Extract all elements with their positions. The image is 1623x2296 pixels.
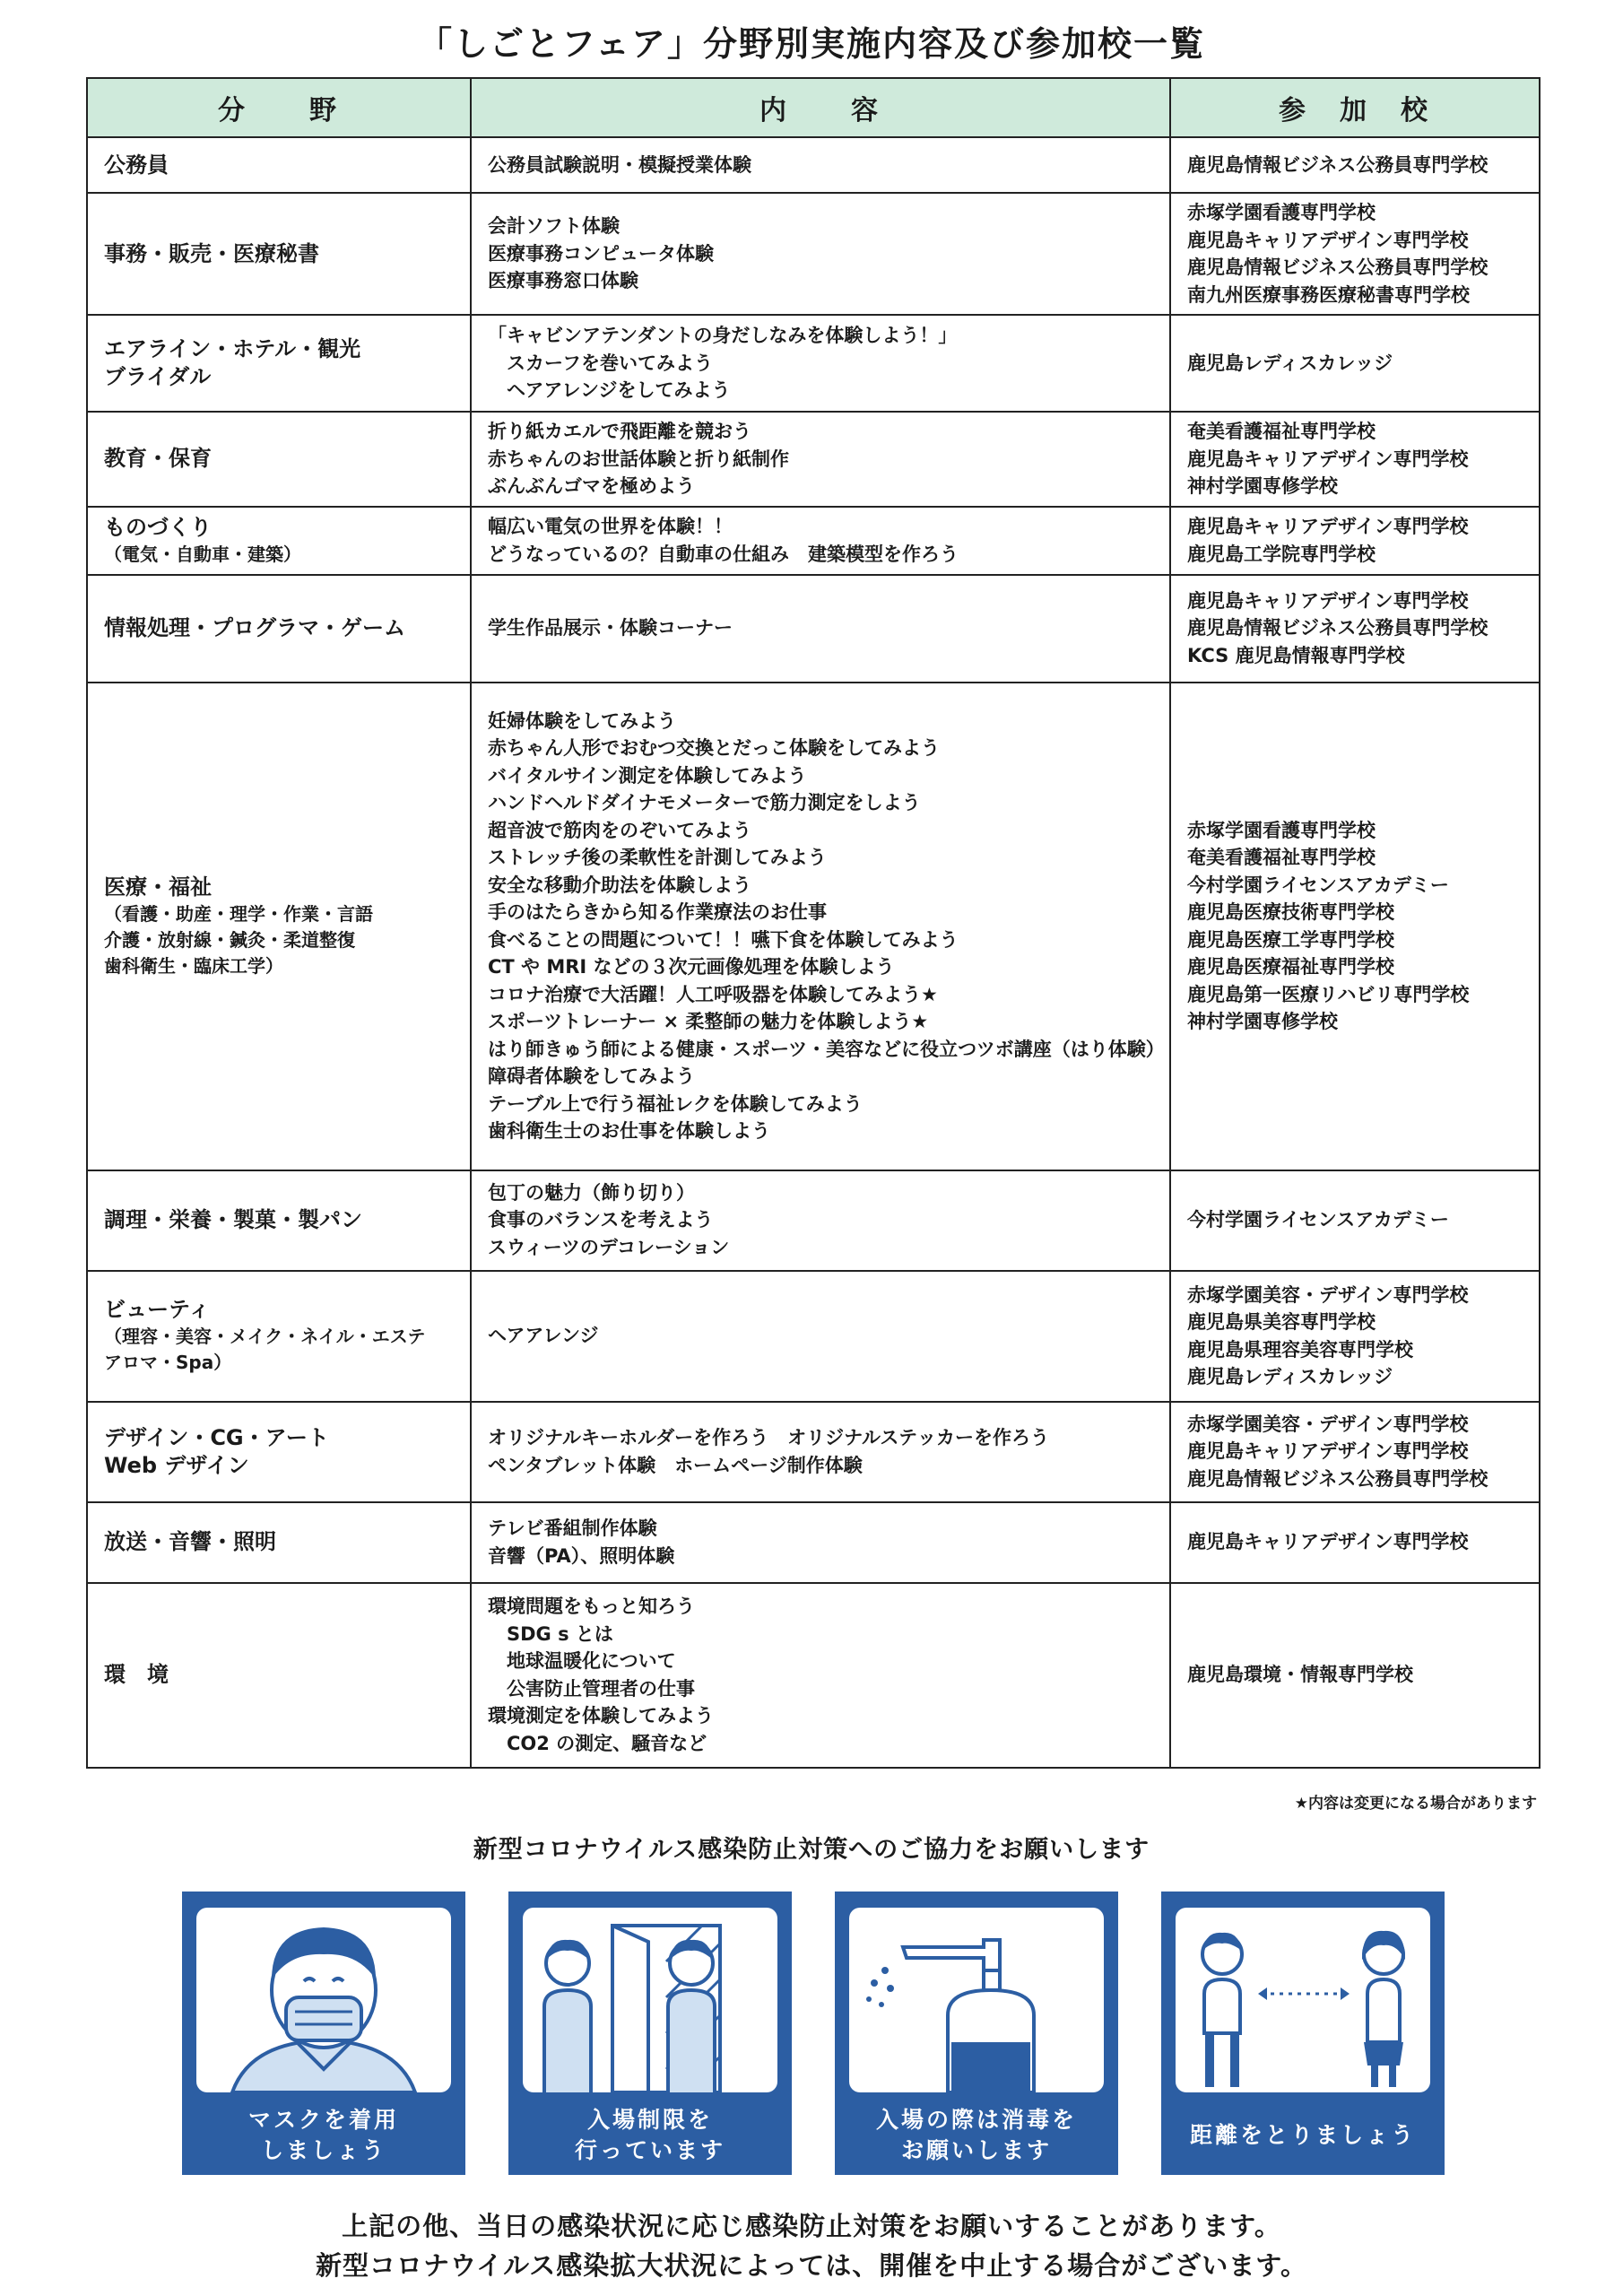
field-sublabel: （看護・助産・理学・作業・言語: [104, 902, 373, 925]
table-header-row: [87, 78, 1540, 137]
content-item: 公務員試験説明・模擬授業体験: [488, 153, 751, 176]
school-name: 赤塚学園看護専門学校: [1187, 202, 1376, 223]
content-item: どうなっているの？自動車の仕組み 建築模型を作ろう: [488, 543, 959, 565]
field-label: 情報処理・プログラマ・ゲーム: [104, 615, 405, 640]
program-table: [86, 77, 1541, 1769]
table-row: [87, 1583, 1540, 1768]
content-item: 歯科衛生士のお仕事を体験しよう: [488, 1120, 770, 1142]
field-cell: [87, 1170, 471, 1271]
schools-cell: [1170, 137, 1540, 193]
school-name: 鹿児島キャリアデザイン専門学校: [1187, 589, 1469, 612]
school-name: 鹿児島キャリアデザイン専門学校: [1187, 1440, 1469, 1463]
field-cell: [87, 1402, 471, 1502]
caption-line: マスクを着用: [247, 2107, 399, 2133]
content-item: スポーツトレーナー × 柔整師の魅力を体験しよう★: [488, 1011, 929, 1032]
school-name: 鹿児島レディスカレッジ: [1187, 1366, 1393, 1387]
school-name: 鹿児島県理容美容専門学校: [1187, 1338, 1413, 1361]
field-label: ビューティ: [104, 1297, 211, 1322]
content-item: 音響（PA）、照明体験: [488, 1544, 675, 1567]
caption-line: お願いします: [900, 2137, 1052, 2163]
field-cell: [87, 412, 471, 507]
content-item: ヘアアレンジ: [488, 1325, 599, 1347]
content-item: 「キャビンアテンダントの身だしなみを体験しよう！」: [488, 325, 958, 347]
field-cell: [87, 315, 471, 412]
field-cell: [87, 137, 471, 193]
field-label: 医療・福祉: [104, 874, 212, 900]
field-sublabel: （理容・美容・メイク・ネイル・エステ: [104, 1326, 426, 1347]
table-row: [87, 575, 1540, 683]
sanitizer-icon: [849, 1908, 1104, 2092]
field-label: 放送・音響・照明: [104, 1529, 276, 1554]
school-name: 鹿児島情報ビジネス公務員専門学校: [1187, 153, 1488, 176]
schools-cell: [1170, 315, 1540, 412]
field-label: ものづくり: [104, 514, 212, 540]
table-row: [87, 315, 1540, 412]
field-cell: [87, 507, 471, 575]
content-item: ペンタブレット体験 ホームページ制作体験: [488, 1454, 863, 1476]
header-schools: 参 加 校: [1170, 78, 1540, 137]
school-name: 鹿児島キャリアデザイン専門学校: [1187, 229, 1469, 251]
schools-cell: [1170, 683, 1540, 1170]
field-cell: [87, 683, 471, 1170]
footer-line: 新型コロナウイルス感染拡大状況によっては、開催を中止する場合がございます。: [316, 2250, 1307, 2281]
table-row: [87, 137, 1540, 193]
content-item: ぶんぶんゴマを極めよう: [488, 475, 695, 497]
content-item: 超音波で筋肉をのぞいてみよう: [488, 819, 751, 841]
content-item: 医療事務コンピュータ体験: [488, 242, 714, 265]
school-name: 鹿児島レディスカレッジ: [1187, 352, 1393, 374]
table-row: [87, 1402, 1540, 1502]
mask-person-icon: [196, 1908, 451, 2092]
caption-line: しましょう: [260, 2137, 386, 2163]
content-cell: [471, 575, 1170, 683]
school-name: 鹿児島情報ビジネス公務員専門学校: [1187, 617, 1488, 639]
content-item: スウィーツのデコレーション: [488, 1236, 730, 1258]
content-item: 会計ソフト体験: [488, 215, 620, 238]
school-name: 今村学園ライセンスアカデミー: [1187, 874, 1449, 896]
field-label: ブライダル: [104, 364, 212, 389]
content-item: 赤ちゃんのお世話体験と折り紙制作: [488, 448, 789, 470]
field-label: デザイン・CG・アート: [104, 1424, 329, 1450]
field-label: 教育・保育: [104, 446, 212, 472]
school-name: 鹿児島工学院専門学校: [1187, 543, 1376, 565]
schools-cell: [1170, 1583, 1540, 1768]
content-item: 安全な移動介助法を体験しよう: [488, 874, 751, 896]
caption-line: 入場制限を: [586, 2107, 713, 2133]
school-name: KCS 鹿児島情報専門学校: [1187, 644, 1405, 666]
schools-cell: [1170, 193, 1540, 315]
field-label: Web デザイン: [104, 1452, 249, 1478]
content-item: 折り紙カエルで飛距離を競おう: [488, 421, 751, 442]
school-name: 赤塚学園看護専門学校: [1187, 819, 1376, 841]
table-row: [87, 1271, 1540, 1402]
content-cell: [471, 412, 1170, 507]
content-item: CT や MRI などの３次元画像処理を体験しよう: [488, 956, 895, 978]
caption-line: 入場の際は消毒を: [875, 2107, 1077, 2133]
school-name: 鹿児島情報ビジネス公務員専門学校: [1187, 1467, 1488, 1490]
field-label: 調理・栄養・製菓・製パン: [104, 1207, 362, 1232]
content-item: SDG s とは: [488, 1622, 613, 1645]
table-body: [87, 137, 1540, 1768]
footer-notice: [0, 2206, 1623, 2285]
schools-cell: [1170, 1271, 1540, 1402]
content-cell: [471, 1402, 1170, 1502]
content-cell: [471, 315, 1170, 412]
content-item: 障碍者体験をしてみよう: [488, 1065, 695, 1087]
content-item: 地球温暖化について: [488, 1650, 676, 1672]
school-name: 鹿児島環境・情報専門学校: [1187, 1664, 1413, 1686]
school-name: 鹿児島医療福祉専門学校: [1187, 956, 1394, 978]
field-cell: [87, 1583, 471, 1768]
field-label: エアライン・ホテル・観光: [104, 336, 361, 361]
schools-cell: [1170, 1170, 1540, 1271]
field-label: 環 境: [104, 1662, 169, 1687]
school-name: 奄美看護福祉専門学校: [1187, 421, 1376, 442]
schools-cell: [1170, 1402, 1540, 1502]
content-item: テーブル上で行う福祉レクを体験してみよう: [488, 1092, 863, 1115]
table-row: [87, 412, 1540, 507]
panel-entry-limit: [508, 1892, 792, 2175]
panel-sanitizer: [835, 1892, 1118, 2175]
content-item: 包丁の魅力（飾り切り）: [488, 1181, 695, 1204]
schools-cell: [1170, 412, 1540, 507]
content-item: テレビ番組制作体験: [488, 1518, 657, 1539]
content-cell: [471, 1170, 1170, 1271]
schools-cell: [1170, 1502, 1540, 1583]
header-field: 分 野: [87, 78, 471, 137]
school-name: 鹿児島情報ビジネス公務員専門学校: [1187, 257, 1488, 278]
school-name: 鹿児島第一医療リハビリ専門学校: [1187, 983, 1470, 1005]
content-item: 公害防止管理者の仕事: [488, 1677, 695, 1700]
content-item: 環境測定を体験してみよう: [488, 1705, 714, 1726]
caption-line: 距離をとりましょう: [1189, 2122, 1416, 2148]
field-sublabel: アロマ・Spa）: [104, 1352, 232, 1373]
header-content: 内 容: [471, 78, 1170, 137]
content-item: 赤ちゃん人形でおむつ交換とだっこ体験をしてみよう: [488, 737, 940, 759]
content-cell: [471, 193, 1170, 315]
field-cell: [87, 1502, 471, 1583]
field-sublabel: （電気・自動車・建築）: [104, 543, 301, 565]
content-item: 学生作品展示・体験コーナー: [488, 617, 733, 639]
content-item: 医療事務窓口体験: [488, 270, 638, 292]
school-name: 鹿児島キャリアデザイン専門学校: [1187, 448, 1469, 470]
content-item: CO2 の測定、騒音など: [488, 1732, 707, 1754]
content-item: 幅広い電気の世界を体験！！: [488, 516, 733, 537]
school-name: 鹿児島キャリアデザイン専門学校: [1187, 516, 1469, 537]
content-cell: [471, 683, 1170, 1170]
content-item: バイタルサイン測定を体験してみよう: [488, 764, 807, 787]
panel-distance-caption: [1161, 2096, 1445, 2175]
field-label: 公務員: [104, 152, 169, 178]
panel-entry-limit-caption: [508, 2096, 792, 2175]
corona-heading: 新型コロナウイルス感染防止対策へのご協力をお願いします: [473, 1836, 1150, 1864]
field-label: 事務・販売・医療秘書: [104, 240, 319, 266]
table-row: [87, 1502, 1540, 1583]
school-name: 鹿児島キャリアデザイン専門学校: [1187, 1531, 1469, 1553]
school-name: 奄美看護福祉専門学校: [1187, 847, 1376, 868]
schools-cell: [1170, 507, 1540, 575]
content-item: ヘアアレンジをしてみよう: [488, 379, 731, 402]
school-name: 鹿児島医療工学専門学校: [1187, 928, 1394, 951]
panel-distance: [1161, 1892, 1445, 2175]
field-cell: [87, 575, 471, 683]
panel-mask-caption: [182, 2096, 465, 2175]
content-item: 環境問題をもっと知ろう: [488, 1596, 695, 1617]
school-name: 赤塚学園美容・デザイン専門学校: [1187, 1283, 1469, 1306]
school-name: 今村学園ライセンスアカデミー: [1187, 1209, 1449, 1231]
content-item: スカーフを巻いてみよう: [488, 352, 713, 374]
content-item: ストレッチ後の柔軟性を計測してみよう: [488, 847, 827, 868]
school-name: 赤塚学園美容・デザイン専門学校: [1187, 1413, 1469, 1435]
table-row: [87, 193, 1540, 315]
table-row: [87, 507, 1540, 575]
content-item: オリジナルキーホルダーを作ろう オリジナルステッカーを作ろう: [488, 1427, 1050, 1448]
caption-line: 行っています: [574, 2137, 725, 2163]
entry-limit-icon: [523, 1908, 777, 2092]
content-item: 食事のバランスを考えよう: [488, 1209, 714, 1231]
panel-mask: [182, 1892, 465, 2175]
field-sublabel: 歯科衛生・臨床工学）: [104, 954, 283, 977]
content-item: 妊婦体験をしてみよう: [488, 709, 676, 732]
field-cell: [87, 1271, 471, 1402]
school-name: 神村学園専修学校: [1187, 475, 1338, 497]
content-item: はり師きゅう師による健康・スポーツ・美容などに役立つツボ講座（はり体験）: [488, 1038, 1165, 1060]
content-item: コロナ治療で大活躍！人工呼吸器を体験してみよう★: [488, 983, 938, 1005]
content-item: ハンドヘルドダイナモメーターで筋力測定をしよう: [488, 792, 921, 813]
change-note: ★内容は変更になる場合があります: [1294, 1795, 1537, 1813]
content-cell: [471, 1271, 1170, 1402]
school-name: 南九州医療事務医療秘書専門学校: [1187, 283, 1470, 306]
content-item: 手のはたらきから知る作業療法のお仕事: [488, 901, 827, 923]
field-cell: [87, 193, 471, 315]
panel-sanitizer-caption: [835, 2096, 1118, 2175]
social-distance-icon: [1176, 1908, 1430, 2092]
content-cell: [471, 507, 1170, 575]
field-sublabel: 介護・放射線・鍼灸・柔道整復: [104, 928, 355, 951]
schools-cell: [1170, 575, 1540, 683]
school-name: 神村学園専修学校: [1187, 1011, 1338, 1032]
content-cell: [471, 1502, 1170, 1583]
content-cell: [471, 1583, 1170, 1768]
footer-line: 上記の他、当日の感染状況に応じ感染防止対策をお願いすることがあります。: [342, 2211, 1281, 2241]
page-title: 「しごとフェア」分野別実施内容及び参加校一覧: [417, 24, 1206, 64]
school-name: 鹿児島医療技術専門学校: [1187, 901, 1394, 923]
table-row: [87, 1170, 1540, 1271]
content-cell: [471, 137, 1170, 193]
content-item: 食べることの問題について！！嚥下食を体験してみよう: [488, 928, 959, 951]
table-row: [87, 683, 1540, 1170]
school-name: 鹿児島県美容専門学校: [1187, 1311, 1376, 1333]
